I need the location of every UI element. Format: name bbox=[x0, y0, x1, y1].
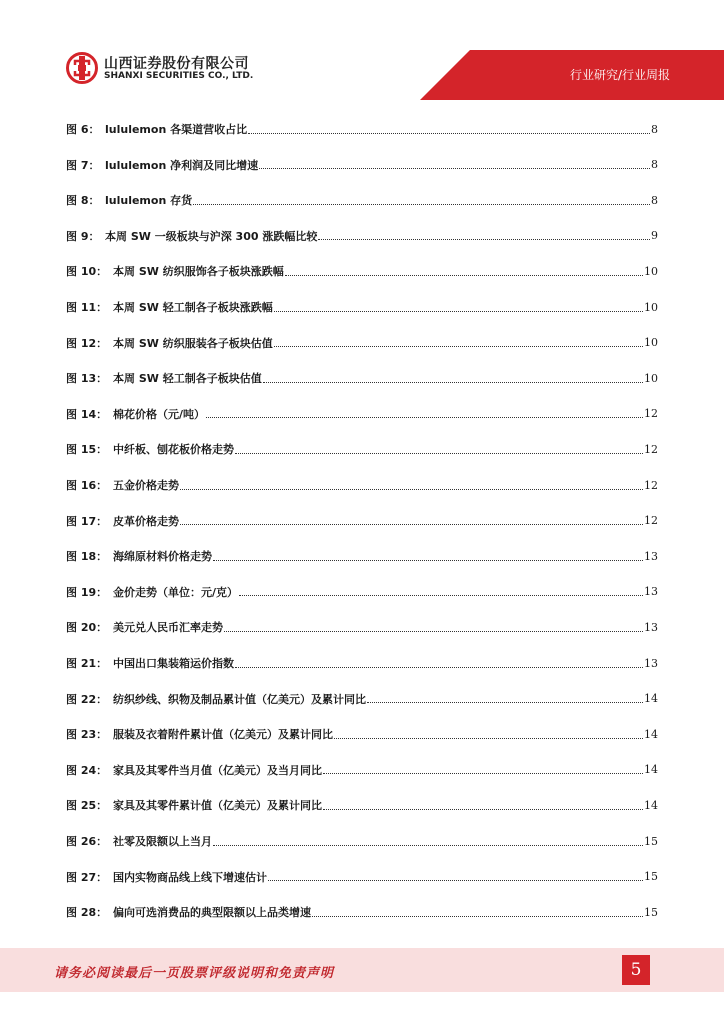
toc-entry-label: 图 11： bbox=[66, 301, 108, 314]
toc-entry-title: 家具及其零件当月值（亿美元）及当月同比 bbox=[113, 763, 322, 777]
toc-entry-page: 10 bbox=[644, 300, 658, 314]
toc-entry-page: 12 bbox=[644, 442, 658, 456]
toc-entry-title: 中纤板、刨花板价格走势 bbox=[113, 443, 234, 457]
toc-entry-title: 服装及衣着附件累计值（亿美元）及累计同比 bbox=[113, 728, 333, 742]
toc-entry[interactable] bbox=[66, 192, 658, 208]
toc-entry-page: 8 bbox=[651, 193, 658, 207]
toc-entry-page: 10 bbox=[644, 264, 658, 278]
toc-entry[interactable] bbox=[66, 406, 658, 422]
toc-leader-dots bbox=[239, 585, 643, 596]
toc-entry-page: 13 bbox=[644, 585, 658, 599]
toc-entry-label: 图 17： bbox=[66, 514, 108, 528]
toc-entry-label: 图 13： bbox=[66, 372, 108, 386]
toc-entry-label: 图 7： bbox=[66, 158, 100, 172]
toc-leader-dots bbox=[259, 158, 650, 169]
toc-entry-label: 图 19： bbox=[66, 585, 108, 599]
toc-entry-label: 图 18： bbox=[66, 550, 108, 564]
toc-entry[interactable] bbox=[66, 869, 658, 885]
toc-leader-dots bbox=[285, 265, 643, 276]
toc-entry-label: 图 20： bbox=[66, 621, 108, 635]
toc-entry-title: 海绵原材料价格走势 bbox=[113, 550, 212, 564]
toc-leader-dots bbox=[224, 621, 643, 632]
toc-entry[interactable] bbox=[66, 726, 658, 742]
toc-entry-page: 12 bbox=[644, 407, 658, 421]
toc-entry-title: 美元兑人民币汇率走势 bbox=[113, 621, 223, 635]
toc-entry-title: lululemon 存货 bbox=[105, 194, 193, 208]
toc-entry[interactable] bbox=[66, 655, 658, 671]
toc-entry-label: 图 21： bbox=[66, 657, 108, 670]
toc-entry[interactable] bbox=[66, 299, 658, 315]
toc-entry[interactable] bbox=[66, 228, 658, 244]
toc-entry-title: 家具及其零件累计值（亿美元）及累计同比 bbox=[113, 799, 322, 813]
toc-entry-label: 图 15： bbox=[66, 443, 108, 457]
toc-entry-page: 14 bbox=[644, 798, 658, 812]
toc-entry-title: lululemon 净利润及同比增速 bbox=[105, 158, 259, 172]
toc-entry[interactable] bbox=[66, 762, 658, 778]
toc-entry-title: 本周 SW 纺织服装各子板块估值 bbox=[113, 336, 273, 350]
toc-entry-page: 9 bbox=[651, 229, 658, 243]
toc-leader-dots bbox=[274, 301, 643, 312]
toc-entry-page: 10 bbox=[644, 371, 658, 385]
toc-entry[interactable] bbox=[66, 263, 658, 279]
toc-entry-title: 本周 SW 轻工制各子板块估值 bbox=[113, 372, 262, 386]
toc-entry[interactable] bbox=[66, 513, 658, 529]
toc-entry-page: 8 bbox=[651, 122, 658, 136]
toc-entry[interactable] bbox=[66, 548, 658, 564]
company-name-cn: 山西证券股份有限公司 bbox=[104, 56, 249, 72]
toc-entry[interactable] bbox=[66, 477, 658, 493]
toc-entry-label: 图 8： bbox=[66, 194, 100, 208]
toc-entry[interactable] bbox=[66, 121, 658, 137]
toc-leader-dots bbox=[235, 443, 643, 454]
toc-entry[interactable] bbox=[66, 370, 658, 386]
toc-leader-dots bbox=[312, 906, 643, 917]
toc-entry-label: 图 23： bbox=[66, 728, 108, 742]
toc-entry[interactable] bbox=[66, 797, 658, 813]
toc-entry-page: 15 bbox=[644, 870, 658, 884]
toc-entry[interactable] bbox=[66, 441, 658, 457]
toc-entry-label: 图 24： bbox=[66, 763, 108, 777]
toc-leader-dots bbox=[367, 692, 643, 703]
toc-entry-label: 图 12： bbox=[66, 336, 108, 350]
toc-leader-dots bbox=[268, 870, 643, 881]
toc-entry-label: 图 28： bbox=[66, 906, 108, 920]
toc-entry-page: 10 bbox=[644, 336, 658, 350]
toc-entry-title: 棉花价格（元/吨） bbox=[113, 407, 206, 421]
toc-entry-page: 8 bbox=[651, 158, 658, 172]
toc-leader-dots bbox=[235, 657, 643, 668]
toc-entry-label: 图 27： bbox=[66, 870, 108, 884]
toc-entry-page: 15 bbox=[644, 905, 658, 919]
toc-leader-dots bbox=[180, 479, 643, 490]
toc-leader-dots bbox=[213, 550, 643, 561]
toc-entry-title: 皮革价格走势 bbox=[113, 514, 179, 528]
toc-leader-dots bbox=[180, 514, 643, 525]
toc-entry-title: 偏向可选消费品的典型限额以上品类增速 bbox=[113, 906, 311, 920]
toc-entry-label: 图 9： bbox=[66, 229, 100, 243]
toc-entry[interactable] bbox=[66, 619, 658, 635]
toc-leader-dots bbox=[334, 728, 643, 739]
toc-entry-title: lululemon 各渠道营收占比 bbox=[105, 123, 248, 136]
report-type: 行业研究/行业周报 bbox=[569, 68, 670, 82]
toc-entry-page: 14 bbox=[644, 763, 658, 777]
page-number: 5 bbox=[622, 955, 650, 985]
toc-leader-dots bbox=[193, 194, 650, 205]
toc-entry-title: 本周 SW 纺织服饰各子板块涨跌幅 bbox=[113, 265, 284, 279]
toc-entry-label: 图 22： bbox=[66, 692, 108, 706]
toc-entry-page: 14 bbox=[644, 727, 658, 741]
toc-entry-page: 14 bbox=[644, 692, 658, 706]
toc-entry-page: 13 bbox=[644, 620, 658, 634]
toc-entry-title: 社零及限额以上当月 bbox=[113, 835, 212, 848]
toc-entry-title: 五金价格走势 bbox=[113, 479, 179, 492]
footer-disclaimer: 请务必阅读最后一页股票评级说明和免责声明 bbox=[54, 966, 335, 981]
toc-entry[interactable] bbox=[66, 584, 658, 600]
toc-leader-dots bbox=[248, 123, 650, 134]
toc-entry-label: 图 25： bbox=[66, 799, 108, 813]
toc-entry-page: 12 bbox=[644, 514, 658, 528]
toc-entry-page: 13 bbox=[644, 656, 658, 670]
toc-leader-dots bbox=[263, 372, 643, 383]
company-name-en: SHANXI SECURITIES CO., LTD. bbox=[104, 71, 254, 81]
toc-leader-dots bbox=[318, 229, 650, 240]
toc-entry-label: 图 10： bbox=[66, 265, 108, 279]
toc-entry-title: 国内实物商品线上线下增速估计 bbox=[113, 870, 267, 884]
toc-entry-title: 本周 SW 轻工制各子板块涨跌幅 bbox=[113, 301, 273, 314]
toc-entry-title: 中国出口集装箱运价指数 bbox=[113, 657, 234, 670]
toc-entry[interactable] bbox=[66, 157, 658, 173]
toc-entry[interactable] bbox=[66, 691, 658, 707]
toc-entry[interactable] bbox=[66, 904, 658, 920]
toc-entry-label: 图 26： bbox=[66, 835, 108, 848]
toc-entry-label: 图 14： bbox=[66, 407, 108, 421]
toc-entry-page: 12 bbox=[644, 478, 658, 492]
toc-leader-dots bbox=[213, 835, 643, 846]
toc-entry-title: 金价走势（单位：元/克） bbox=[113, 585, 239, 599]
toc-leader-dots bbox=[323, 763, 643, 774]
toc-entry-label: 图 6： bbox=[66, 123, 100, 136]
toc-leader-dots bbox=[274, 336, 643, 347]
toc-entry[interactable] bbox=[66, 833, 658, 849]
toc-entry-title: 纺织纱线、织物及制品累计值（亿美元）及累计同比 bbox=[113, 692, 366, 706]
toc-entry-page: 15 bbox=[644, 834, 658, 848]
toc-leader-dots bbox=[323, 799, 643, 810]
toc-entry-page: 13 bbox=[644, 549, 658, 563]
toc-leader-dots bbox=[206, 407, 643, 418]
toc-entry-label: 图 16： bbox=[66, 479, 108, 492]
toc-entry-title: 本周 SW 一级板块与沪深 300 涨跌幅比较 bbox=[105, 229, 318, 243]
toc-entry[interactable] bbox=[66, 335, 658, 351]
